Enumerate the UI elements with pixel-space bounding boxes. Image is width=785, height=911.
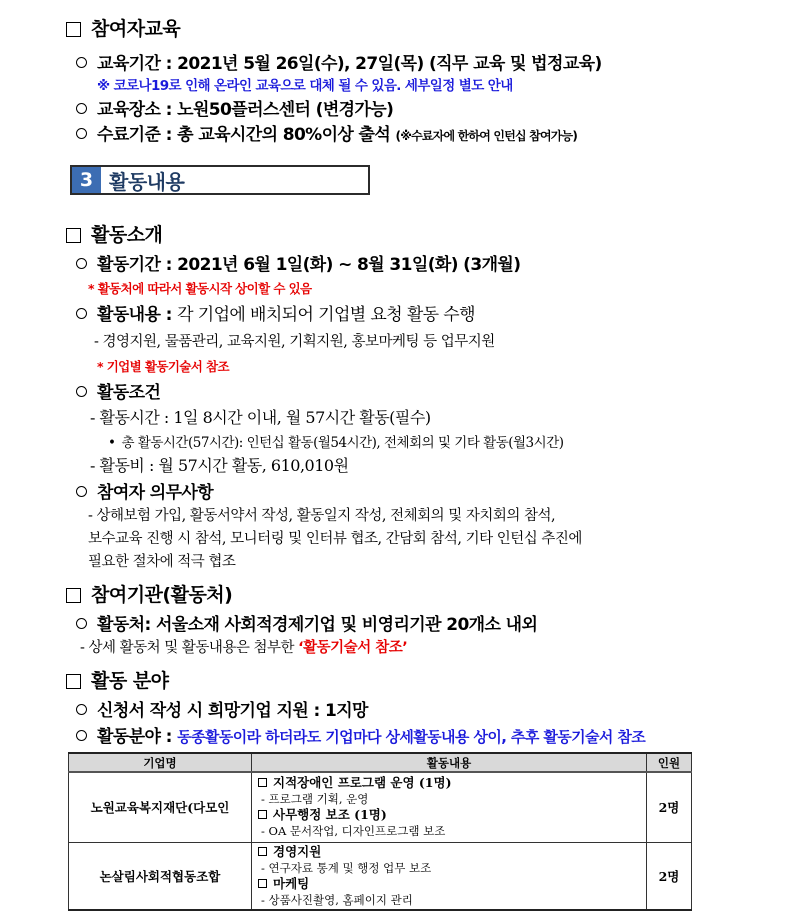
orgs-detail <box>80 636 407 657</box>
table-header-row <box>69 753 692 772</box>
activity-pay: - 활동비 : 월 57시간 활동, 610,010원 <box>90 456 349 475</box>
circle-bullet-icon <box>76 308 87 319</box>
activity-detail: - 프로그램 기획, 운영 <box>261 792 369 807</box>
activity-period-label: 활동기간 <box>97 255 161 275</box>
field-value: 동종활동이라 하더라도 기업마다 상세활동내용 상이, 추후 활동기술서 참조 <box>177 728 646 746</box>
completion-note: (※수료자에 한하여 인턴십 참여가능) <box>395 129 578 143</box>
completion-criteria <box>76 120 577 145</box>
field-label: 활동분야 <box>97 727 161 747</box>
heading-organizations <box>66 580 232 607</box>
fields-apply-text: 신청서 작성 시 희망기업 지원 : 1지망 <box>97 701 368 721</box>
edu-place-value: 노원50플러스센터 (변경가능) <box>177 100 394 120</box>
col-count: 인원 <box>647 753 692 772</box>
circle-bullet-icon <box>76 103 87 114</box>
dot-bullet-icon: • <box>108 435 116 451</box>
edu-place <box>76 95 393 120</box>
completion-label: 수료기준 <box>97 125 161 145</box>
orgs-item-text: 활동처: 서울소재 사회적경제기업 및 비영리기관 20개소 내외 <box>97 615 538 635</box>
sep: : <box>160 54 178 74</box>
activity-head-text: 지적장애인 프로그램 운영 (1명) <box>273 775 452 791</box>
orgs-item <box>76 610 537 635</box>
activity-head <box>258 807 640 823</box>
duties-line-1: - 상해보험 가입, 활동서약서 작성, 활동일지 작성, 전체회의 및 자치회의 참석, <box>88 508 556 524</box>
orgs-detail-highlight: ‘활동기술서 참조’ <box>298 640 408 656</box>
activity-head-text: 마케팅 <box>273 875 310 891</box>
activity-detail: - OA 문서작업, 디자인프로그램 보조 <box>261 824 446 839</box>
section-title: 활동내용 <box>109 169 185 194</box>
fields-apply <box>76 696 368 721</box>
square-bullet-icon <box>66 228 81 243</box>
participant-duties <box>76 478 213 503</box>
org-table <box>68 752 692 911</box>
heading-fields <box>66 666 169 693</box>
circle-bullet-icon <box>76 57 87 68</box>
sep: : <box>160 255 178 275</box>
col-activity: 활동내용 <box>252 753 647 772</box>
activity-head-text: 경영지원 <box>273 843 322 859</box>
completion-value: 총 교육시간의 80%이상 출석 <box>177 125 391 145</box>
sep: : <box>160 727 178 747</box>
headcount: 2명 <box>647 772 692 842</box>
period-note: * 활동처에 따라서 활동시작 상이할 수 있음 <box>88 281 312 296</box>
heading-text: 활동 분야 <box>91 670 169 692</box>
section-header-box <box>70 165 370 195</box>
square-bullet-icon <box>258 879 267 888</box>
section-number: 3 <box>72 167 101 193</box>
square-bullet-icon <box>66 674 81 689</box>
content-note: * 기업별 활동기술서 참조 <box>97 359 229 374</box>
square-bullet-icon <box>258 847 267 856</box>
activity-head <box>258 844 640 860</box>
heading-text: 활동소개 <box>91 224 163 246</box>
activity-detail: - 연구자료 통계 및 행정 업무 보조 <box>261 860 432 875</box>
circle-bullet-icon <box>76 618 87 629</box>
heading-text: 참여자교육 <box>91 18 181 40</box>
activity-content-value: 각 기업에 배치되어 기업별 요청 활동 수행 <box>177 305 475 325</box>
sep: : <box>160 100 178 120</box>
edu-period-value: 2021년 5월 26일(수), 27일(목) (직무 교육 및 법정교육) <box>177 54 602 74</box>
headcount: 2명 <box>647 842 692 910</box>
activity-head-text: 사무행정 보조 (1명) <box>273 807 387 823</box>
duties-label: 참여자 의무사항 <box>97 483 214 503</box>
duties-line-3: 필요한 절차에 적극 협조 <box>88 554 236 570</box>
sep: : <box>160 305 178 325</box>
org-name: 논살림사회적협동조합 <box>69 842 252 910</box>
square-bullet-icon <box>258 778 267 787</box>
heading-participant-education <box>66 14 180 41</box>
hours-detail-text: 총 활동시간(57시간): 인턴십 활동(월54시간), 전체회의 및 기타 활동(월3시간) <box>121 435 564 451</box>
circle-bullet-icon <box>76 128 87 139</box>
activity-content-detail: - 경영지원, 물품관리, 교육지원, 기획지원, 홍보마케팅 등 업무지원 <box>94 334 495 350</box>
org-name: 노원교육복지재단(다모인 <box>69 772 252 842</box>
activity-hours: - 활동시간 : 1일 8시간 이내, 월 57시간 활동(필수) <box>90 408 431 427</box>
square-bullet-icon <box>66 22 81 37</box>
circle-bullet-icon <box>76 386 87 397</box>
activity-conditions <box>76 378 160 403</box>
sep: : <box>160 125 178 145</box>
edu-place-label: 교육장소 <box>97 100 161 120</box>
conditions-label: 활동조건 <box>97 383 161 403</box>
edu-period <box>76 49 602 74</box>
circle-bullet-icon <box>76 258 87 269</box>
activity-detail: - 상품사진촬영, 홈페이지 관리 <box>261 892 413 907</box>
activity-content <box>76 300 475 325</box>
square-bullet-icon <box>258 810 267 819</box>
activity-cell <box>252 842 647 910</box>
duties-line-2: 보수교육 진행 시 참석, 모니터링 및 인터뷰 협조, 간담회 참석, 기타 인턴십 추진에 <box>88 531 582 547</box>
square-bullet-icon <box>66 588 81 603</box>
fields-field <box>76 722 645 747</box>
activity-period-value: 2021년 6월 1일(화) ~ 8월 31일(화) (3개월) <box>177 255 521 275</box>
activity-head <box>258 876 640 892</box>
activity-cell <box>252 772 647 842</box>
heading-activity-intro <box>66 220 162 247</box>
circle-bullet-icon <box>76 486 87 497</box>
col-org: 기업명 <box>69 753 252 772</box>
table-row <box>69 842 692 910</box>
table-row <box>69 772 692 842</box>
activity-hours-detail <box>108 431 564 451</box>
circle-bullet-icon <box>76 704 87 715</box>
circle-bullet-icon <box>76 730 87 741</box>
activity-period <box>76 250 520 275</box>
activity-content-label: 활동내용 <box>97 305 161 325</box>
activity-head <box>258 775 640 791</box>
covid-note: ※ 코로나19로 인해 온라인 교육으로 대체 될 수 있음. 세부일정 별도 안내 <box>97 78 513 94</box>
orgs-detail-text: - 상세 활동처 및 활동내용은 첨부한 <box>80 640 299 656</box>
edu-period-label: 교육기간 <box>97 54 161 74</box>
heading-text: 참여기관(활동처) <box>91 584 233 606</box>
